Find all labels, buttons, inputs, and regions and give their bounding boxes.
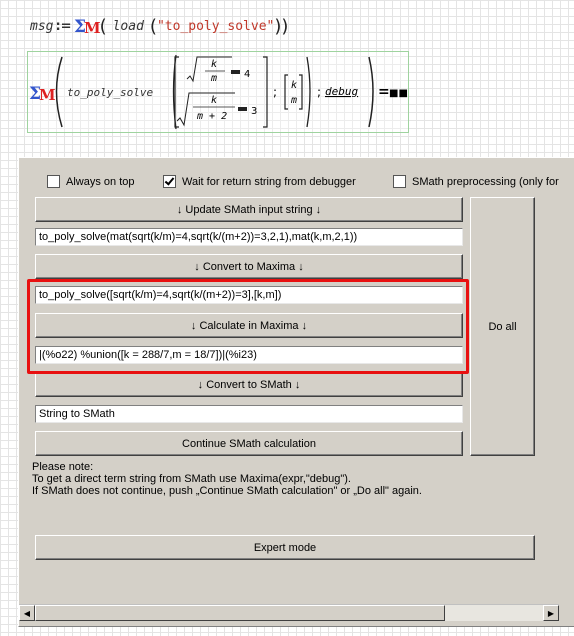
result-placeholder: ■■: [389, 88, 408, 99]
maxima-debugger-window: [18, 157, 574, 627]
scrollbar-thumb[interactable]: [35, 605, 445, 621]
separator-1: ;: [273, 85, 278, 99]
eq2-numerator: k: [211, 95, 218, 106]
svg-text:Σ: Σ: [73, 17, 86, 36]
highlight-box: [27, 279, 469, 374]
calculate-in-maxima-button[interactable]: ↓ Calculate in Maxima ↓: [35, 313, 463, 338]
convert-to-maxima-button[interactable]: ↓ Convert to Maxima ↓: [35, 254, 463, 279]
smath-maxima-icon: [74, 16, 100, 36]
eq2-rhs: 3: [251, 106, 258, 117]
scroll-right-icon[interactable]: ▶: [543, 605, 559, 621]
smath-preprocessing-checkbox[interactable]: SMath preprocessing (only for: [393, 175, 559, 188]
always-on-top-checkbox[interactable]: Always on top: [47, 175, 134, 188]
assign-operator: :=: [55, 18, 72, 34]
note-line: If SMath does not continue, push „Continue SMath calculation" or „Do all" again.: [32, 485, 422, 497]
string-argument: "to_poly_solve": [156, 18, 275, 34]
result-expression: [27, 51, 417, 133]
load-formula[interactable]: msg := Σ M ( load ( "to_poly_solve" )): [30, 15, 289, 37]
svg-text:M: M: [39, 86, 56, 104]
eq2-denominator: m + 2: [197, 111, 228, 122]
eq1-denominator: m: [211, 73, 218, 84]
smath-input-field[interactable]: to_poly_solve(mat(sqrt(k/m)=4,sqrt(k/(m+2))=3,2,1),mat(k,m,2,1)): [35, 228, 463, 246]
variable-name: msg: [30, 18, 54, 34]
wait-return-checkbox[interactable]: Wait for return string from debugger: [163, 175, 356, 188]
eq1-rhs: 4: [244, 69, 251, 80]
smath-maxima-icon: [29, 84, 56, 104]
svg-text:Σ: Σ: [29, 84, 42, 104]
var-m: m: [291, 95, 298, 106]
note-line: To get a direct term string from SMath use Maxima(expr,"debug").: [32, 473, 351, 485]
convert-to-smath-button[interactable]: ↓ Convert to SMath ↓: [35, 372, 463, 397]
help-note: [32, 461, 562, 497]
result-function: to_poly_solve: [67, 86, 154, 99]
do-all-button[interactable]: Do all: [470, 197, 535, 456]
expert-mode-button[interactable]: Expert mode: [35, 535, 535, 560]
update-smath-input-button[interactable]: ↓ Update SMath input string ↓: [35, 197, 463, 222]
equals-sign: =: [378, 84, 390, 100]
separator-2: ;: [317, 85, 322, 99]
checkbox-box-checked[interactable]: [163, 175, 176, 188]
function-name: load: [112, 18, 144, 34]
scroll-left-icon[interactable]: ◀: [19, 605, 35, 621]
continue-smath-button[interactable]: Continue SMath calculation: [35, 431, 463, 456]
smath-output-field[interactable]: String to SMath: [35, 405, 463, 423]
var-k: k: [291, 80, 298, 91]
svg-text:M: M: [83, 19, 100, 36]
checkbox-box[interactable]: [393, 175, 406, 188]
eq1-numerator: k: [211, 59, 218, 70]
checkbox-box[interactable]: [47, 175, 60, 188]
maxima-output-field[interactable]: |(%o22) %union([k = 288/7,m = 18/7])|(%i23): [35, 346, 463, 364]
maxima-input-field[interactable]: to_poly_solve([sqrt(k/m)=4,sqrt(k/(m+2))=3],[k,m]): [35, 286, 463, 304]
horizontal-scrollbar[interactable]: [19, 604, 559, 621]
note-line: Please note:: [32, 461, 94, 473]
debug-argument: debug: [325, 85, 359, 98]
